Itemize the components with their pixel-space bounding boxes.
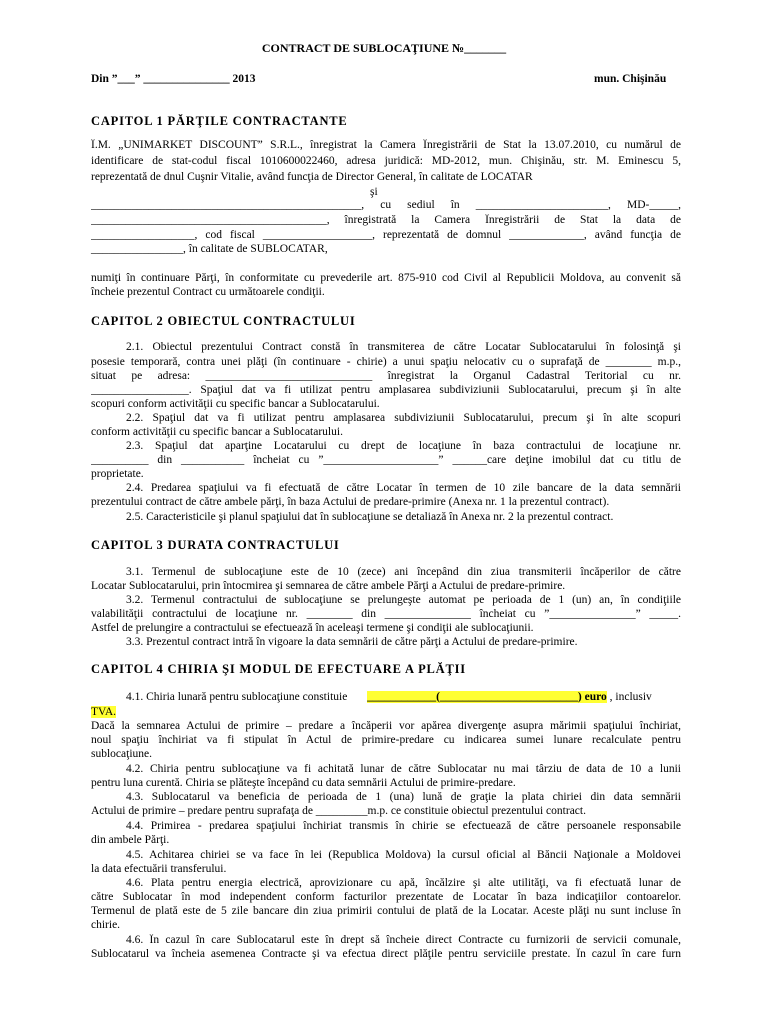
paragraph-line: Termenul de plată este de 5 zile bancare din ziua primirii contului de plată de la Locatar. Aceste plăţi nu sunt incluse în: [91, 905, 681, 917]
paragraph-line: Sublocatarul va încheia asemenea Contracte şi va efectua direct plăţile pentru serviciile prestate. În cazul în care furn: [91, 948, 681, 960]
paragraph-line: 4.2. Chiria pentru sublocaţiune va fi achitată lunar de către Sublocatar nu mai târziu de data de 10 a lunii: [126, 763, 681, 775]
paragraph-line: 2.2. Spaţiul dat va fi utilizat pentru amplasarea subdiviziunii Sublocatarului, precum şi în alte scopuri: [126, 412, 681, 424]
paragraph-line: pentru luna curentă. Chiria se plăteşte începând cu data semnării Actului de primire-predare.: [91, 777, 516, 789]
paragraph-line: Î.M. „UNIMARKET DISCOUNT” S.R.L., înregistrat la Camera Înregistrării de Stat la 13.07.2010, cu numărul de: [91, 139, 681, 151]
paragraph-line: identificare de stat-codul fiscal 1010600022460, adresa juridică: MD-2012, mun. Chişinău, str. M. Eminescu 5,: [91, 155, 681, 167]
paragraph-line: 3.1. Termenul de sublocaţiune este de 10 (zece) ani începând din ziua transmiterii încăperilor de către: [126, 566, 681, 578]
paragraph-line: chirie.: [91, 919, 121, 931]
chapter-4-heading: CAPITOL 4 CHIRIA ŞI MODUL DE EFECTUARE A PLĂŢII: [91, 662, 466, 676]
paragraph-line: 3.2. Termenul contractului de sublocaţiune se prelungeşte automat pe perioada de 1 (un) an, în condiţiile: [126, 594, 681, 606]
paragraph-line: proprietate.: [91, 468, 144, 480]
paragraph-line: valabilităţii contractului de locaţiune nr. ________ din _______________ încheiat cu ”_______________” _____.: [91, 608, 681, 620]
date-line: Din ”___” _______________ 2013: [91, 73, 256, 85]
contract-title: CONTRACT DE SUBLOCAŢIUNE №_______: [261, 41, 507, 55]
paragraph-line: _________________________________________, înregistrată la Camera Înregistrării de Stat la data de: [91, 214, 681, 226]
paragraph-line: 2.1. Obiectul prezentului Contract constă în transmiterea de către Locatar Sublocatarului în folosinţă şi: [126, 341, 681, 353]
paragraph-line: conform activităţii cu specific bancar a Sublocatarului.: [91, 426, 343, 438]
paragraph-line: 2.5. Caracteristicile şi planul spaţiului dat în sublocaţiune se detaliază în Anexa nr. 2 la prezentul contract.: [126, 511, 614, 523]
paragraph-line: 4.3. Sublocatarul va beneficia de perioada de 1 (una) lună de graţie la plata chiriei din data semnării: [126, 791, 681, 803]
paragraph-line: prezentului contract de către ambele părţi, în baza Actului de predare-primire (Anexa nr. 1 la prezentul contract).: [91, 496, 610, 508]
paragraph-line: __________ din ___________ încheiat cu ”____________________” ______care deţine imobilul dat cu titlu de: [91, 454, 681, 466]
paragraph-line: posesie temporară, contra unei plăţi (în continuare - chirie) a unui spaţiu nelocativ cu o suprafaţă de ________ m.p.,: [91, 356, 681, 368]
rent-amount-highlight: ____________(________________________) euro: [367, 691, 607, 703]
city-line: mun. Chişinău: [594, 73, 667, 85]
paragraph-line: reprezentată de dnul Cuşnir Vitalie, având funcţia de Director General, în calitate de LOCATAR: [91, 171, 533, 183]
paragraph-line: numiţi în continuare Părţi, în conformitate cu prevederile art. 875-910 cod Civil al Republicii Moldova, au convenit să: [91, 272, 681, 284]
paragraph-line: 4.6. Plata pentru energia electrică, aprovizionare cu apă, încălzire şi alte utilităţi, va fi efectuată lunar de: [126, 877, 681, 889]
paragraph-line: noul spaţiu închiriat va fi stipulat în Actul de primire-predare cu indicarea sumei lunare recalculate pentru: [91, 734, 681, 746]
paragraph-line: 2.4. Predarea spaţiului va fi efectuată de către Locatar în termen de 10 zile bancare de la data semnării: [126, 482, 681, 494]
chapter-2-heading: CAPITOL 2 OBIECTUL CONTRACTULUI: [91, 314, 356, 328]
paragraph-line: la data efectuării transferului.: [91, 863, 227, 875]
rent-line-2: [91, 706, 116, 719]
paragraph-line: din ambele Părţi.: [91, 834, 170, 846]
paragraph-line: scopuri conform activităţii cu specific bancar a Sublocatarului.: [91, 398, 380, 410]
paragraph-line: şi: [370, 186, 378, 198]
paragraph-line: 3.3. Prezentul contract intră în vigoare la data semnării de către părţi a Actului de predare-primire.: [126, 636, 578, 648]
paragraph-line: _______________________________________________, cu sediul în _______________________, MD-_____,: [91, 199, 681, 211]
paragraph-line: 4.5. Achitarea chiriei se va face în lei (Republica Moldova) la cursul oficial al Băncii Naţionale a Moldovei: [126, 849, 681, 861]
paragraph-line: Actului de primire – predare pentru suprafaţa de _________m.p. ce constituie obiectul prezentului contract.: [91, 805, 586, 817]
chapter-3-heading: CAPITOL 3 DURATA CONTRACTULUI: [91, 538, 340, 552]
paragraph-line: _________________. Spaţiul dat va fi utilizat pentru amplasarea subdiviziunii Sublocatarului, precum şi în alte: [91, 384, 681, 396]
paragraph-line: ________________, în calitate de SUBLOCATAR,: [91, 243, 328, 255]
paragraph-line: situat pe adresa: _____________________________ înregistrat la Organul Cadastral Teritorial cu nr.: [91, 370, 681, 382]
paragraph-line: încheie prezentul Contract cu următoarele condiţii.: [91, 286, 325, 298]
rent-line: [126, 691, 652, 704]
paragraph-line: 4.4. Primirea - predarea spaţiului închiriat transmis în chirie se efectuează de către persoanele responsabile: [126, 820, 681, 832]
rent-prefix: 4.1. Chiria lunară pentru sublocaţiune constituie: [126, 691, 348, 703]
paragraph-line: 4.6. În cazul în care Sublocatarul este în drept să încheie direct Contracte cu furnizorii de servicii comunale,: [126, 934, 681, 946]
tva-highlight: TVA.: [91, 706, 117, 718]
paragraph-line: Astfel de prelungire a contractului se efectuează în aceleaşi termene şi condiţii ale sublocaţiunii.: [91, 622, 534, 634]
paragraph-line: Locatar Sublocatarului, prin întocmirea şi semnarea de către ambele Părţi a Actului de predare-primire.: [91, 580, 566, 592]
rent-suffix: , inclusiv: [609, 691, 652, 703]
paragraph-line: sublocaţiune.: [91, 748, 152, 760]
paragraph-line: către Sublocatar în mod independent conform facturilor prezentate de Locatar în baza indicaţiilor contoarelor.: [91, 891, 681, 903]
paragraph-line: Dacă la semnarea Actului de primire – predare a încăperii vor apărea divergenţe asupra mărimii spaţiului închiriat,: [91, 720, 681, 732]
paragraph-line: __________________, cod fiscal ___________________, reprezentată de domnul _____________, având funcţia de: [91, 229, 681, 241]
chapter-1-heading: CAPITOL 1 PĂRŢILE CONTRACTANTE: [91, 114, 348, 128]
paragraph-line: 2.3. Spaţiul dat aparţine Locatarului cu drept de locaţiune în baza contractului de locaţiune nr.: [126, 440, 681, 452]
